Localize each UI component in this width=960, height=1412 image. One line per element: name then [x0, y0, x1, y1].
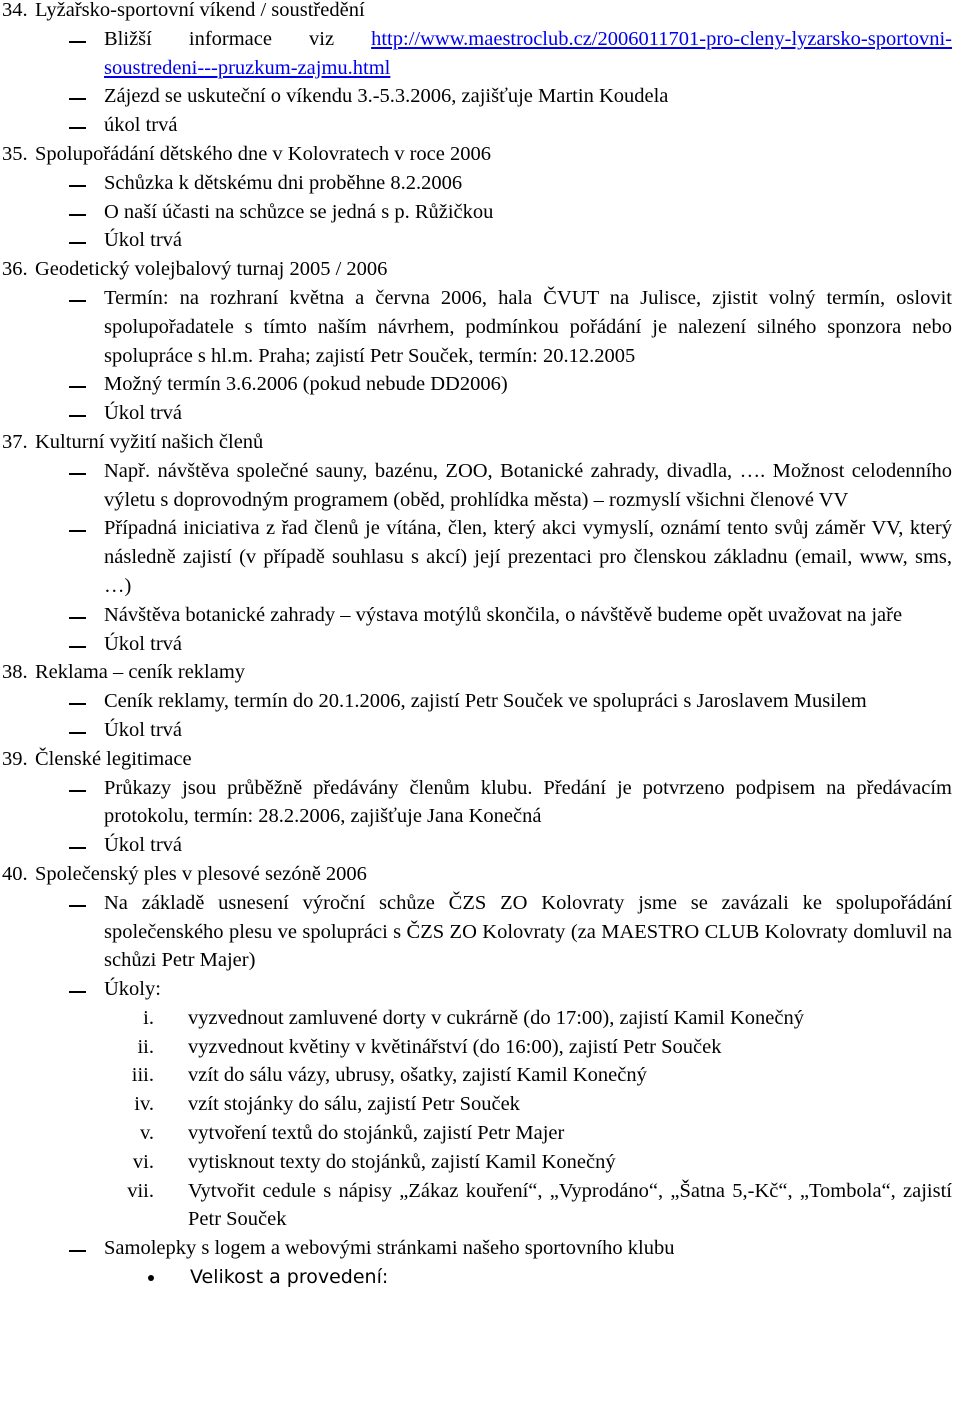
bullet-item: [0, 716, 958, 745]
dash-bullet-icon: [69, 905, 86, 907]
section-number: 35.: [2, 142, 28, 165]
bullet-text: Bližší informace viz: [104, 27, 372, 50]
bullet-text: Samolepky s logem a webovými stránkami našeho sportovního klubu: [104, 1237, 675, 1260]
section-36: [0, 255, 958, 284]
section-title: Geodetický volejbalový turnaj 2005 / 2006: [35, 258, 388, 281]
section-title: Lyžařsko-sportovní víkend / soustředění: [35, 0, 365, 21]
bullet-item: [0, 975, 958, 1004]
bullet-item: [0, 284, 958, 370]
dash-bullet-icon: [69, 242, 86, 244]
bullet-item: [0, 399, 958, 428]
bullet-item: [0, 831, 958, 860]
dash-bullet-icon: [69, 617, 86, 619]
task-number: vii.: [127, 1179, 154, 1202]
bullet-item: [0, 82, 958, 111]
section-title: Spolupořádání dětského dne v Kolovratech v roce 2006: [35, 142, 492, 165]
dash-bullet-icon: [69, 703, 86, 705]
section-number: 36.: [2, 258, 28, 281]
bullet-item: [0, 687, 958, 716]
dash-bullet-icon: [69, 214, 86, 216]
dash-bullet-icon: [69, 473, 86, 475]
section-39: [0, 745, 958, 774]
section-title: Kulturní vyžití našich členů: [35, 430, 264, 453]
dash-bullet-icon: [69, 991, 86, 993]
dash-bullet-icon: [69, 847, 86, 849]
section-title: Členské legitimace: [35, 747, 192, 770]
task-item: [0, 1177, 958, 1235]
task-text: vyzvednout květiny v květinářství (do 16:00), zajistí Petr Souček: [188, 1035, 722, 1058]
dash-bullet-icon: [69, 1250, 86, 1252]
dash-bullet-icon: [69, 790, 86, 792]
dash-bullet-icon: [69, 98, 86, 100]
dash-bullet-icon: [69, 41, 86, 43]
bullet-text: Úkol trvá: [104, 229, 182, 252]
task-item: [0, 1119, 958, 1148]
task-text: vytisknout texty do stojánků, zajistí Kamil Konečný: [188, 1150, 616, 1173]
bullet-text: Ceník reklamy, termín do 20.1.2006, zajistí Petr Souček ve spolupráci s Jaroslavem Musilem: [104, 690, 867, 713]
bullet-item: [0, 198, 958, 227]
bullet-text: Schůzka k dětskému dni proběhne 8.2.2006: [104, 171, 463, 194]
task-text: vzít do sálu vázy, ubrusy, ošatky, zajistí Kamil Konečný: [188, 1064, 647, 1087]
task-number: ii.: [137, 1035, 154, 1058]
dash-bullet-icon: [69, 185, 86, 187]
info-link[interactable]: http://www.maestroclub.cz/2006011701-pro-cleny-lyzarsko-sportovni-soustredeni---pruzkum-zajmu.html: [104, 27, 952, 79]
task-number: i.: [143, 1006, 154, 1029]
bullet-text: Návštěva botanické zahrady – výstava motýlů skončila, o návštěvě budeme opět uvažovat na jaře: [104, 603, 903, 626]
section-title: Společenský ples v plesové sezóně 2006: [35, 862, 367, 885]
section-number: 39.: [2, 747, 28, 770]
dash-bullet-icon: [69, 300, 86, 302]
bullet-text: Průkazy jsou průběžně předávány členům klubu. Předání je potvrzeno podpisem na předávacím protokolu, termín: 28.2.2006, zajišťuje Jana Konečná: [104, 776, 952, 828]
bullet-text: Úkol trvá: [104, 402, 182, 425]
bullet-item: [0, 457, 958, 515]
bullet-text: Případná iniciativa z řad členů je vítána, člen, který akci vymyslí, oznámí tento svůj záměr VV, který následně zajistí (v případě souhlasu s akcí) její prezentaci pro členskou základnu (email, www, sms, …): [104, 517, 952, 597]
task-text: vzít stojánky do sálu, zajistí Petr Souček: [188, 1093, 520, 1116]
bullet-text: Zájezd se uskuteční o víkendu 3.-5.3.2006, zajišťuje Martin Koudela: [104, 85, 669, 108]
bullet-item: [0, 1234, 958, 1263]
task-number: v.: [139, 1122, 154, 1145]
task-text: Vytvořit cedule s nápisy „Zákaz kouření“, „Vyprodáno“, „Šatna 5,-Kč“, „Tombola“, zajistí Petr Souček: [188, 1179, 952, 1231]
task-item: [0, 1061, 958, 1090]
dash-bullet-icon: [69, 732, 86, 734]
bullet-text: Úkol trvá: [104, 632, 182, 655]
bullet-item: [0, 111, 958, 140]
task-number: iii.: [131, 1064, 154, 1087]
section-number: 38.: [2, 661, 28, 684]
section-title: Reklama – ceník reklamy: [35, 661, 246, 684]
sub-bullet-item: [0, 1263, 958, 1292]
task-item: [0, 1090, 958, 1119]
bullet-item: [0, 774, 958, 832]
task-text: vyzvednout zamluvené dorty v cukrárně (do 17:00), zajistí Kamil Konečný: [188, 1006, 804, 1029]
section-number: 40.: [2, 862, 28, 885]
section-34: [0, 0, 958, 25]
bullet-item: [0, 630, 958, 659]
task-number: iv.: [134, 1093, 154, 1116]
bullet-item: [0, 25, 958, 83]
bullet-text: Možný termín 3.6.2006 (pokud nebude DD2006): [104, 373, 508, 396]
task-item: [0, 1033, 958, 1062]
dash-bullet-icon: [69, 415, 86, 417]
bullet-item: [0, 889, 958, 975]
dash-bullet-icon: [69, 646, 86, 648]
section-40: [0, 860, 958, 889]
section-number: 37.: [2, 430, 28, 453]
sub-bullet-text: Velikost a provedení:: [190, 1266, 389, 1289]
bullet-text: Úkol trvá: [104, 718, 182, 741]
bullet-text: Úkoly:: [104, 978, 161, 1001]
bullet-dot-icon: [148, 1275, 154, 1281]
bullet-text: Např. návštěva společné sauny, bazénu, ZOO, Botanické zahrady, divadla, …. Možnost celodenního výletu s doprovodným programem (oběd, prohlídka města) – rozmyslí všichni členové VV: [104, 459, 952, 511]
bullet-text: úkol trvá: [104, 114, 178, 137]
task-item: [0, 1004, 958, 1033]
section-38: [0, 658, 958, 687]
task-text: vytvoření textů do stojánků, zajistí Petr Majer: [188, 1122, 565, 1145]
bullet-text: O naší účasti na schůzce se jedná s p. Růžičkou: [104, 200, 494, 223]
bullet-item: [0, 169, 958, 198]
section-number: 34.: [2, 0, 28, 21]
task-number: vi.: [132, 1150, 154, 1173]
dash-bullet-icon: [69, 127, 86, 129]
bullet-item: [0, 514, 958, 600]
bullet-item: [0, 601, 958, 630]
bullet-text: Úkol trvá: [104, 834, 182, 857]
dash-bullet-icon: [69, 530, 86, 532]
section-37: [0, 428, 958, 457]
task-item: [0, 1148, 958, 1177]
bullet-item: [0, 226, 958, 255]
bullet-item: [0, 370, 958, 399]
section-35: [0, 140, 958, 169]
bullet-text: Termín: na rozhraní května a června 2006, hala ČVUT na Julisce, zjistit volný termín, oslovit spolupořadatele s tímto naším návrhem, podmínkou pořádání je nalezení silného sponzora nebo spolupráce s hl.m. Praha; zajistí Petr Souček, termín: 20.12.2005: [104, 286, 952, 367]
dash-bullet-icon: [69, 386, 86, 388]
bullet-text: Na základě usnesení výroční schůze ČZS ZO Kolovraty jsme se zavázali ke spolupořádání společenského plesu ve spolupráci s ČZS ZO Kolovraty (za MAESTRO CLUB Kolovraty domluvil na schůzi Petr Majer): [104, 891, 952, 972]
